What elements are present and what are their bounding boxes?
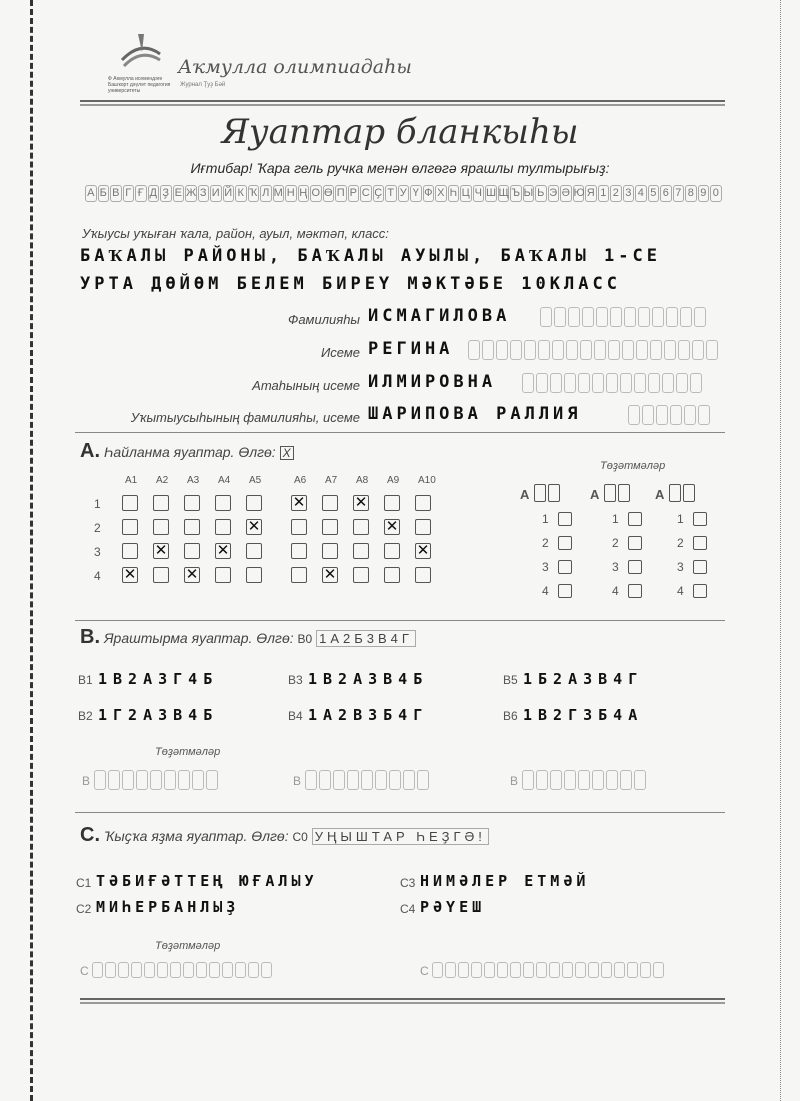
alphabet-glyph: Ғ: [135, 185, 147, 202]
alphabet-glyph: Ҫ: [373, 185, 385, 202]
alphabet-glyph: Е: [173, 185, 185, 202]
page-title: Яуаптар бланкыһы: [221, 112, 579, 152]
correction-checkbox[interactable]: [693, 584, 707, 598]
answer-checkbox[interactable]: [246, 543, 262, 559]
alphabet-glyph: 5: [648, 185, 660, 202]
alphabet-glyph: Л: [260, 185, 272, 202]
correction-label: В: [82, 774, 91, 788]
answer-field[interactable]: МИҺЕРБАНЛЫҘ: [96, 898, 240, 916]
alphabet-glyph: В: [110, 185, 122, 202]
alphabet-glyph: Р: [348, 185, 360, 202]
cell[interactable]: [578, 770, 590, 790]
section-c-letter: C.: [80, 824, 100, 846]
correction-number: 1: [677, 512, 684, 526]
correction-label: В: [510, 774, 519, 788]
teacher-label: Уҡытыусыһының фамилияһы, исеме: [130, 410, 360, 425]
answer-checkbox[interactable]: [122, 519, 138, 535]
correction-checkbox[interactable]: [558, 536, 572, 550]
alphabet-glyph: Ҡ: [248, 185, 260, 202]
correction-number: 3: [612, 560, 619, 574]
cell[interactable]: [640, 962, 651, 978]
cell[interactable]: [458, 962, 469, 978]
correction-checkbox[interactable]: [628, 560, 642, 574]
alphabet-glyph: Һ: [448, 185, 460, 202]
answer-field[interactable]: ТӘБИҒӘТТЕҢ ЮҒАЛЫУ: [96, 872, 318, 890]
column-header: A7: [325, 475, 338, 486]
alphabet-glyph: Ы: [523, 185, 535, 202]
cell[interactable]: [634, 770, 646, 790]
cell[interactable]: [248, 962, 259, 978]
alphabet-glyph: 2: [610, 185, 622, 202]
answer-checkbox[interactable]: [291, 567, 307, 583]
answer-checkbox[interactable]: [415, 567, 431, 583]
correction-checkbox[interactable]: [628, 536, 642, 550]
answer-label: В2: [78, 709, 93, 723]
answer-field[interactable]: РӘҮЕШ: [420, 898, 486, 916]
section-b-sample: 1А2Б3В4Г: [316, 630, 416, 647]
alphabet-glyph: 7: [673, 185, 685, 202]
alphabet-glyph: Т: [385, 185, 397, 202]
cell[interactable]: [375, 770, 387, 790]
cell[interactable]: [606, 770, 618, 790]
answer-checkbox[interactable]: [215, 519, 231, 535]
answer-checkbox[interactable]: ✕: [354, 494, 368, 511]
cell[interactable]: [131, 962, 142, 978]
answer-checkbox[interactable]: [215, 495, 231, 511]
correction-checkbox[interactable]: [558, 560, 572, 574]
surname-empty-cells: [540, 307, 706, 327]
alphabet-glyph: Ң: [298, 185, 310, 202]
cell[interactable]: [235, 962, 246, 978]
cell[interactable]: [575, 962, 586, 978]
row-number: 4: [94, 569, 101, 583]
alphabet-glyph: Б: [98, 185, 110, 202]
alphabet-glyph: Э: [548, 185, 560, 202]
answer-checkbox[interactable]: [415, 495, 431, 511]
answer-checkbox[interactable]: [384, 543, 400, 559]
answer-checkbox[interactable]: ✕: [416, 542, 430, 559]
cell[interactable]: [522, 770, 534, 790]
cell[interactable]: [92, 962, 103, 978]
answer-checkbox[interactable]: [322, 495, 338, 511]
correction-number: 3: [542, 560, 549, 574]
section-b-heading: [80, 626, 416, 649]
answer-label: С4: [400, 902, 416, 916]
section-c-sample: УҢЫШТАР ҺЕҘГӘ!: [312, 828, 489, 845]
alphabet-glyph: С: [360, 185, 372, 202]
cell[interactable]: [536, 962, 547, 978]
cell[interactable]: [136, 770, 148, 790]
answer-checkbox[interactable]: ✕: [185, 566, 199, 583]
answer-field[interactable]: 1В2А3В4Б: [308, 670, 429, 688]
alphabet-glyph: Ч: [473, 185, 485, 202]
teacher-empty-cells: [628, 405, 710, 425]
alphabet-glyph: И: [210, 185, 222, 202]
alphabet-glyph: Ц: [460, 185, 472, 202]
correction-cell[interactable]: [534, 484, 546, 502]
answer-checkbox[interactable]: ✕: [292, 494, 306, 511]
answer-checkbox[interactable]: [184, 543, 200, 559]
answer-checkbox[interactable]: [184, 519, 200, 535]
cell[interactable]: [105, 962, 116, 978]
alphabet-glyph: Ө: [323, 185, 335, 202]
cell[interactable]: [157, 962, 168, 978]
answer-field[interactable]: НИМӘЛЕР ЕТМӘЙ: [420, 872, 590, 890]
cell[interactable]: [497, 962, 508, 978]
alphabet-glyph: 9: [698, 185, 710, 202]
cell[interactable]: [653, 962, 664, 978]
answer-checkbox[interactable]: [153, 567, 169, 583]
correction-number: 4: [542, 584, 549, 598]
fill-notice: Иғтибар! Ҡара гель ручка менән өлгөгә ярашлы тултырығыҙ:: [190, 160, 610, 176]
surname-label: Фамилияһы: [287, 312, 360, 327]
column-header: A5: [249, 475, 262, 486]
row-number: 2: [94, 521, 101, 535]
cell[interactable]: [417, 770, 429, 790]
cell[interactable]: [164, 770, 176, 790]
row-number: 3: [94, 545, 101, 559]
cell[interactable]: [471, 962, 482, 978]
alphabet-glyph: Ф: [423, 185, 435, 202]
cell[interactable]: [94, 770, 106, 790]
cell[interactable]: [108, 770, 120, 790]
answer-checkbox[interactable]: ✕: [216, 542, 230, 559]
alphabet-glyph: Ю: [573, 185, 585, 202]
answer-checkbox[interactable]: [384, 495, 400, 511]
correction-number: 4: [612, 584, 619, 598]
alphabet-glyph: А: [85, 185, 97, 202]
alphabet-glyph: Х: [435, 185, 447, 202]
cell[interactable]: [118, 962, 129, 978]
row-number: 1: [94, 497, 101, 511]
section-a-letter: A.: [80, 440, 100, 462]
answer-label: С3: [400, 876, 416, 890]
correction-cells[interactable]: [305, 770, 429, 790]
cell[interactable]: [347, 770, 359, 790]
correction-cell[interactable]: [604, 484, 616, 502]
column-header: A4: [218, 475, 231, 486]
alphabet-glyph: Ш: [485, 185, 497, 202]
cell[interactable]: [403, 770, 415, 790]
correction-number: 1: [612, 512, 619, 526]
answer-checkbox[interactable]: [215, 567, 231, 583]
cell[interactable]: [150, 770, 162, 790]
cell[interactable]: [510, 962, 521, 978]
section-c-sample-label: С0: [292, 830, 308, 844]
correction-checkbox[interactable]: [558, 584, 572, 598]
section-c-corrections-label: Төҙәтмәләр: [155, 940, 221, 952]
correction-number: 2: [677, 536, 684, 550]
cell[interactable]: [620, 770, 632, 790]
correction-label: С: [80, 964, 89, 978]
correction-checkbox[interactable]: [693, 512, 707, 526]
correction-number: 1: [542, 512, 549, 526]
alphabet-glyph: П: [335, 185, 347, 202]
answer-checkbox[interactable]: [291, 543, 307, 559]
correction-cell[interactable]: [548, 484, 560, 502]
answer-label: В4: [288, 709, 303, 723]
cell[interactable]: [209, 962, 220, 978]
correction-checkbox[interactable]: [628, 584, 642, 598]
cell[interactable]: [305, 770, 317, 790]
cell[interactable]: [627, 962, 638, 978]
alphabet-glyph: Ә: [560, 185, 572, 202]
name-empty-cells: [468, 340, 718, 360]
answer-checkbox[interactable]: [353, 543, 369, 559]
alphabet-glyph: М: [273, 185, 285, 202]
olympiad-title: Аҡмулла олимпиадаһы: [178, 56, 412, 78]
alphabet-glyph: 0: [710, 185, 722, 202]
column-header: A8: [356, 475, 369, 486]
alphabet-glyph: Н: [285, 185, 297, 202]
surname-field[interactable]: ИСМАГИЛОВА: [368, 306, 511, 326]
cell[interactable]: [196, 962, 207, 978]
answer-checkbox[interactable]: ✕: [247, 518, 261, 535]
answer-field[interactable]: 1В2Г3Б4А: [523, 706, 644, 724]
alphabet-glyph: Ь: [535, 185, 547, 202]
answer-checkbox[interactable]: [153, 495, 169, 511]
section-c-heading: [80, 824, 489, 847]
cell[interactable]: [550, 770, 562, 790]
footer-rule: [80, 998, 725, 1004]
column-header: A3: [187, 475, 200, 486]
correction-label: В: [293, 774, 302, 788]
cell[interactable]: [261, 962, 272, 978]
answer-checkbox[interactable]: [415, 519, 431, 535]
section-divider: [75, 432, 725, 433]
cell[interactable]: [432, 962, 443, 978]
cell[interactable]: [319, 770, 331, 790]
correction-checkbox[interactable]: [693, 560, 707, 574]
correction-number: 2: [542, 536, 549, 550]
cell[interactable]: [601, 962, 612, 978]
teacher-field[interactable]: ШАРИПОВА РАЛЛИЯ: [368, 404, 582, 424]
cell[interactable]: [170, 962, 181, 978]
org-name: Ф Аҡмулла исемендәге Башҡорт дәүләт педагогия университеты: [108, 76, 171, 94]
alphabet-glyph: Й: [223, 185, 235, 202]
section-c-title: Ҡыҫҡа яҙма яуаптар. Өлгө:: [104, 828, 289, 844]
correction-cells[interactable]: [522, 770, 646, 790]
name-field[interactable]: РЕГИНА: [368, 339, 454, 359]
alphabet-glyph: Я: [585, 185, 597, 202]
answer-field[interactable]: 1В2А3Г4Б: [98, 670, 219, 688]
column-header: A6: [294, 475, 307, 486]
answer-checkbox[interactable]: [246, 495, 262, 511]
answer-checkbox[interactable]: [122, 543, 138, 559]
cell[interactable]: [588, 962, 599, 978]
cell[interactable]: [333, 770, 345, 790]
answer-checkbox[interactable]: [353, 567, 369, 583]
cell[interactable]: [484, 962, 495, 978]
alphabet-glyph: З: [198, 185, 210, 202]
alphabet-glyph: Щ: [498, 185, 510, 202]
cell[interactable]: [192, 770, 204, 790]
answer-checkbox[interactable]: [384, 567, 400, 583]
alphabet-glyph: Д: [148, 185, 160, 202]
alphabet-glyph: У: [398, 185, 410, 202]
correction-number: 4: [677, 584, 684, 598]
school-label: Уҡыусы уҡыған ҡала, район, ауыл, мәктәп, класс:: [82, 226, 389, 241]
answer-label: С1: [76, 876, 92, 890]
alphabet-glyph: 8: [685, 185, 697, 202]
cell[interactable]: [562, 962, 573, 978]
sample-alphabet: [85, 185, 722, 202]
section-a-corrections-label: Төҙәтмәләр: [600, 460, 666, 472]
section-a-title: Һайланма яуаптар. Өлгө:: [104, 444, 276, 460]
answer-label: В3: [288, 673, 303, 687]
section-divider: [75, 620, 725, 621]
section-b-letter: B.: [80, 626, 100, 648]
alphabet-glyph: 4: [635, 185, 647, 202]
alphabet-glyph: Ъ: [510, 185, 522, 202]
correction-checkbox[interactable]: [693, 536, 707, 550]
alphabet-glyph: 3: [623, 185, 635, 202]
column-header: A2: [156, 475, 169, 486]
school-line-1[interactable]: БАҠАЛЫ РАЙОНЫ, БАҠАЛЫ АУЫЛЫ, БАҠАЛЫ 1-СЕ: [80, 246, 661, 266]
cell[interactable]: [361, 770, 373, 790]
correction-cells[interactable]: [94, 770, 218, 790]
school-line-2[interactable]: УРТА ДӨЙӨМ БЕЛЕМ БИРЕҮ МӘКТӘБЕ 10КЛАСС: [80, 274, 621, 294]
correction-checkbox[interactable]: [628, 512, 642, 526]
alphabet-glyph: 1: [598, 185, 610, 202]
sample-cross-icon: X: [280, 446, 294, 460]
correction-letter: A: [520, 487, 530, 502]
answer-checkbox[interactable]: ✕: [123, 566, 137, 583]
alphabet-glyph: Г: [123, 185, 135, 202]
cell[interactable]: [614, 962, 625, 978]
correction-checkbox[interactable]: [558, 512, 572, 526]
olympiad-subtitle: Журнал Ҭуҙ Бәй: [180, 82, 226, 88]
cell[interactable]: [183, 962, 194, 978]
correction-letter: A: [590, 487, 600, 502]
correction-cell[interactable]: [618, 484, 630, 502]
alphabet-glyph: Ж: [185, 185, 197, 202]
university-logo-icon: [118, 30, 164, 74]
answer-checkbox[interactable]: ✕: [154, 542, 168, 559]
name-label: Исеме: [320, 345, 360, 360]
section-b-sample-label: В0: [297, 632, 313, 646]
correction-cells[interactable]: [432, 962, 664, 978]
cell[interactable]: [144, 962, 155, 978]
patronymic-empty-cells: [522, 373, 702, 393]
answer-checkbox[interactable]: [353, 519, 369, 535]
answer-field[interactable]: 1Г2А3В4Б: [98, 706, 219, 724]
correction-number: 2: [612, 536, 619, 550]
section-b-title: Яраштырма яуаптар. Өлгө:: [104, 630, 294, 646]
cell[interactable]: [206, 770, 218, 790]
correction-cell[interactable]: [683, 484, 695, 502]
answer-checkbox[interactable]: ✕: [385, 518, 399, 535]
correction-cell[interactable]: [669, 484, 681, 502]
correction-cells[interactable]: [92, 962, 272, 978]
alphabet-glyph: О: [310, 185, 322, 202]
patronymic-label: Атаһының исеме: [252, 378, 360, 393]
section-divider: [75, 812, 725, 813]
answer-label: С2: [76, 902, 92, 916]
alphabet-glyph: К: [235, 185, 247, 202]
column-header: A9: [387, 475, 400, 486]
cell[interactable]: [536, 770, 548, 790]
cell[interactable]: [122, 770, 134, 790]
correction-label: С: [420, 964, 429, 978]
alphabet-glyph: Ү: [410, 185, 422, 202]
correction-letter: A: [655, 487, 665, 502]
cell[interactable]: [549, 962, 560, 978]
answer-field[interactable]: 1Б2А3В4Г: [523, 670, 644, 688]
section-b-corrections-label: Төҙәтмәләр: [155, 746, 221, 758]
patronymic-field[interactable]: ИЛМИРОВНА: [368, 372, 497, 392]
header-rule: [80, 100, 725, 106]
column-header: A10: [418, 475, 436, 486]
cell[interactable]: [523, 962, 534, 978]
answer-field[interactable]: 1А2В3Б4Г: [308, 706, 429, 724]
answer-checkbox[interactable]: [246, 567, 262, 583]
cell[interactable]: [592, 770, 604, 790]
answer-label: В6: [503, 709, 518, 723]
cell[interactable]: [445, 962, 456, 978]
answer-checkbox[interactable]: [322, 543, 338, 559]
answer-checkbox[interactable]: ✕: [323, 566, 337, 583]
answer-label: В5: [503, 673, 518, 687]
cell[interactable]: [564, 770, 576, 790]
answer-checkbox[interactable]: [184, 495, 200, 511]
answer-label: В1: [78, 673, 93, 687]
answer-checkbox[interactable]: [122, 495, 138, 511]
section-a-heading: [80, 440, 294, 463]
answer-checkbox[interactable]: [153, 519, 169, 535]
answer-checkbox[interactable]: [322, 519, 338, 535]
alphabet-glyph: 6: [660, 185, 672, 202]
cell[interactable]: [222, 962, 233, 978]
cell[interactable]: [389, 770, 401, 790]
column-header: A1: [125, 475, 138, 486]
answer-checkbox[interactable]: [291, 519, 307, 535]
alphabet-glyph: Ҙ: [160, 185, 172, 202]
correction-number: 3: [677, 560, 684, 574]
cell[interactable]: [178, 770, 190, 790]
